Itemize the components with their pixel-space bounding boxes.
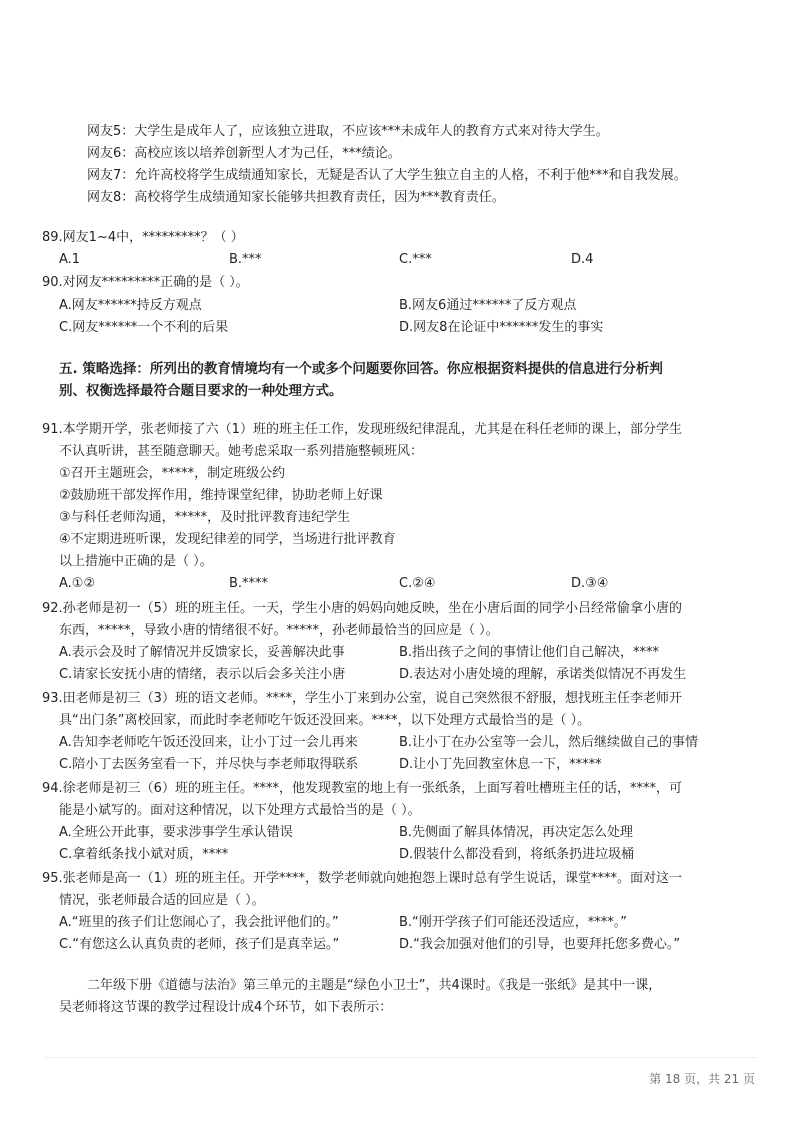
page-indicator: 第 18 页，共 21 页: [649, 1072, 755, 1086]
q92-option-d: D.表达对小唐处境的理解，承诺类似情况不再发生: [399, 667, 687, 682]
q94-option-c: C.拿着纸条找小斌对质，****: [59, 847, 229, 862]
q91-measure-4: ④不定期进班听课，发现纪律差的同学，当场进行批评教育: [59, 532, 396, 547]
q91-stem-line2: 不认真听讲，甚至随意聊天。她考虑采取一系列措施整顿班风：: [59, 444, 424, 459]
q90-option-d: D.网友8在论证中******发生的事实: [399, 320, 604, 335]
q90-stem: 90.对网友*********正确的是（ ）。: [42, 275, 249, 290]
q90-option-c: C.网友******一个不利的后果: [59, 320, 229, 335]
q94-option-d: D.假装什么都没看到，将纸条扔进垃圾桶: [399, 847, 635, 862]
q93-option-c: C.陪小丁去医务室看一下，并尽快与李老师取得联系: [59, 757, 359, 772]
q90-option-a: A.网友******持反方观点: [59, 298, 202, 313]
q89-option-b: B.***: [229, 252, 262, 267]
q91-option-c: C.②④: [399, 576, 436, 591]
q92-stem-line1: 92.孙老师是初一（5）班的班主任。一天，学生小唐的妈妈向她反映，坐在小唐后面的同学小吕经常偷拿小唐的: [42, 601, 682, 616]
q91-measure-2: ②鼓励班干部发挥作用，维持课堂纪律，协助老师上好课: [59, 488, 383, 503]
q94-option-b: B.先侧面了解具体情况，再决定怎么处理: [399, 825, 634, 840]
q89-option-a: A.1: [59, 252, 81, 267]
q91-option-b: B.****: [229, 576, 269, 591]
q95-option-b: B.“刚开学孩子们可能还没适应，****。”: [399, 915, 628, 930]
footer-divider: [45, 1057, 757, 1058]
q95-stem-line2: 情况，张老师最合适的回应是（ ）。: [59, 893, 265, 908]
q89-option-d: D.4: [571, 252, 594, 267]
q95-option-a: A.“班里的孩子们让您闹心了，我会批评他们的。”: [59, 915, 339, 930]
q93-option-a: A.告知李老师吃午饭还没回来，让小丁过一会儿再来: [59, 735, 358, 750]
q91-option-d: D.③④: [571, 576, 609, 591]
q95-stem-line1: 95.张老师是高一（1）班的班主任。开学****，数学老师就向她抱怨上课时总有学生说话，课堂****。面对这一: [42, 871, 682, 886]
q91-measure-3: ③与科任老师沟通，*****，及时批评教育违纪学生: [59, 510, 351, 525]
q94-stem-line2: 能是小斌写的。面对这种情况，以下处理方式最恰当的是（ ）。: [59, 803, 421, 818]
q89-stem: 89.网友1~4中，*********？（ ）: [42, 230, 244, 245]
q94-stem-line1: 94.徐老师是初三（6）班的班主任。****，他发现教室的地上有一张纸条，上面写着吐槽班主任的话，****，可: [42, 781, 682, 796]
q93-stem-line2: 具“出门条”离校回家，而此时李老师吃午饭还没回来。****，以下处理方式最恰当的是（ ）。: [59, 713, 591, 728]
q92-option-b: B.指出孩子之间的事情让他们自己解决，****: [399, 645, 660, 660]
remark-6: 网友6：高校应该以培养创新型人才为己任，***绩论。: [87, 146, 401, 161]
q92-option-c: C.请家长安抚小唐的情绪，表示以后会多关注小唐: [59, 667, 346, 682]
q91-stem-line1: 91.本学期开学，张老师接了六（1）班的班主任工作，发现班级纪律混乱，尤其是在科任老师的课上，部分学生: [42, 422, 682, 437]
q93-option-d: D.让小丁先回教室休息一下，*****: [399, 757, 602, 772]
closing-paragraph-line1: 二年级下册《道德与法治》第三单元的主题是“绿色小卫士”，共4课时。《我是一张纸》是其中一课，: [87, 978, 662, 993]
remark-7: 网友7：允许高校将学生成绩通知家长，无疑是否认了大学生独立自主的人格，不利于他***和自我发展。: [87, 168, 687, 183]
q95-option-d: D.“我会加强对他们的引导，也要拜托您多费心。”: [399, 937, 681, 952]
q91-option-a: A.①②: [59, 576, 96, 591]
remark-8: 网友8：高校将学生成绩通知家长能够共担教育责任，因为***教育责任。: [87, 190, 505, 205]
q95-option-c: C.“有您这么认真负责的老师，孩子们是真幸运。”: [59, 937, 340, 952]
q94-option-a: A.全班公开此事，要求涉事学生承认错误: [59, 825, 293, 840]
q92-option-a: A.表示会及时了解情况并反馈家长，妥善解决此事: [59, 645, 345, 660]
q89-option-c: C.***: [399, 252, 432, 267]
q90-option-b: B.网友6通过******了反方观点: [399, 298, 577, 313]
closing-paragraph-line2: 吴老师将这节课的教学过程设计成4个环节，如下表所示：: [59, 1000, 393, 1015]
q93-option-b: B.让小丁在办公室等一会儿，然后继续做自己的事情: [399, 735, 699, 750]
section-5-heading-line2: 别、权衡选择最符合题目要求的一种处理方式。: [59, 383, 343, 399]
q92-stem-line2: 东西，*****，导致小唐的情绪很不好。*****，孙老师最恰当的回应是（ ）。: [59, 623, 499, 638]
remark-5: 网友5：大学生是成年人了，应该独立进取，不应该***未成年人的教育方式来对待大学生。: [87, 124, 609, 139]
section-5-heading-line1: 五. 策略选择：所列出的教育情境均有一个或多个问题要你回答。你应根据资料提供的信息进行分析判: [59, 361, 663, 377]
q91-measure-1: ①召开主题班会，*****，制定班级公约: [59, 466, 286, 481]
q93-stem-line1: 93.田老师是初三（3）班的语文老师。****，学生小丁来到办公室，说自己突然很不舒服，想找班主任李老师开: [42, 691, 682, 706]
q91-prompt: 以上措施中正确的是（ ）。: [59, 554, 213, 569]
